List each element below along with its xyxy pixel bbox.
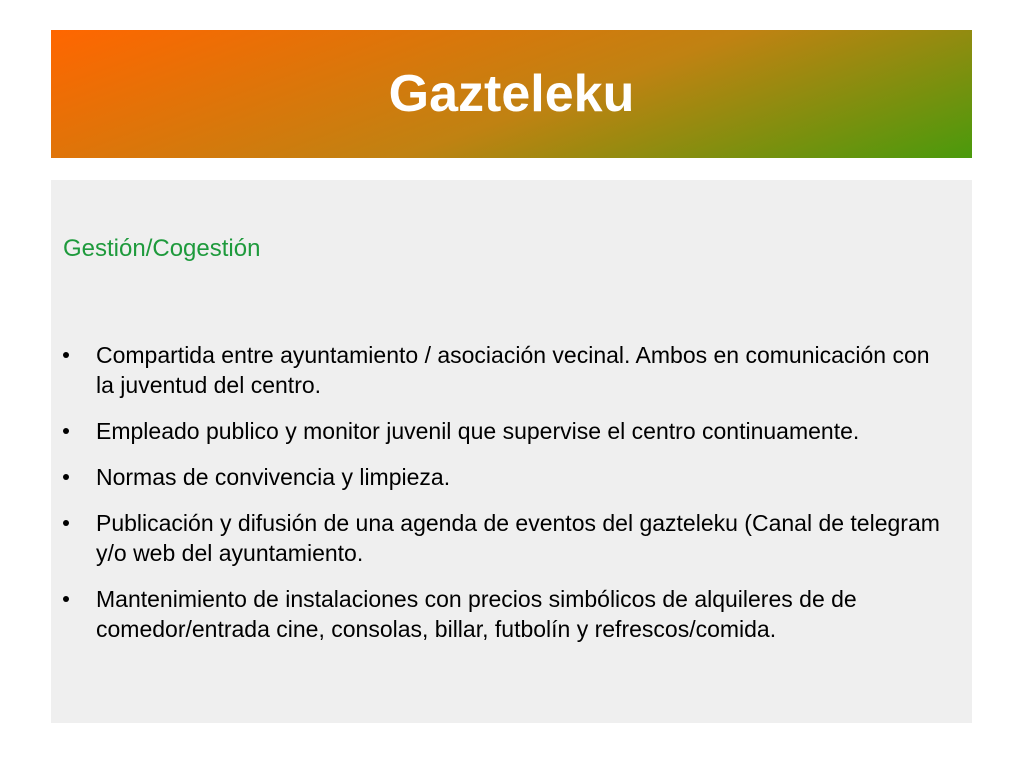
bullet-dot-icon: [63, 428, 69, 434]
slide-title: Gazteleku: [388, 65, 635, 123]
bullet-dot-icon: [63, 352, 69, 358]
bullet-dot-icon: [63, 474, 69, 480]
content-panel: [51, 180, 972, 723]
bullet-text: Empleado publico y monitor juvenil que supervise el centro continuamente.: [96, 418, 860, 444]
bullet-item: [51, 462, 972, 492]
section-subtitle: Gestión/Cogestión: [63, 235, 261, 262]
bullet-item: [51, 340, 972, 400]
bullet-item: [51, 584, 972, 644]
bullet-text: Compartida entre ayuntamiento / asociación vecinal. Ambos en comunicación con la juventud del centro.: [96, 342, 930, 398]
bullet-text: Mantenimiento de instalaciones con precios simbólicos de alquileres de de comedor/entrada cine, consolas, billar, futbolín y refrescos/comida.: [96, 586, 857, 642]
bullet-item: [51, 416, 972, 446]
bullet-text: Publicación y difusión de una agenda de eventos del gazteleku (Canal de telegram y/o web del ayuntamiento.: [96, 510, 940, 566]
bullet-list: [51, 340, 972, 660]
bullet-item: [51, 508, 972, 568]
bullet-dot-icon: [63, 520, 69, 526]
header-banner: [51, 30, 972, 158]
bullet-dot-icon: [63, 596, 69, 602]
bullet-text: Normas de convivencia y limpieza.: [96, 464, 451, 490]
